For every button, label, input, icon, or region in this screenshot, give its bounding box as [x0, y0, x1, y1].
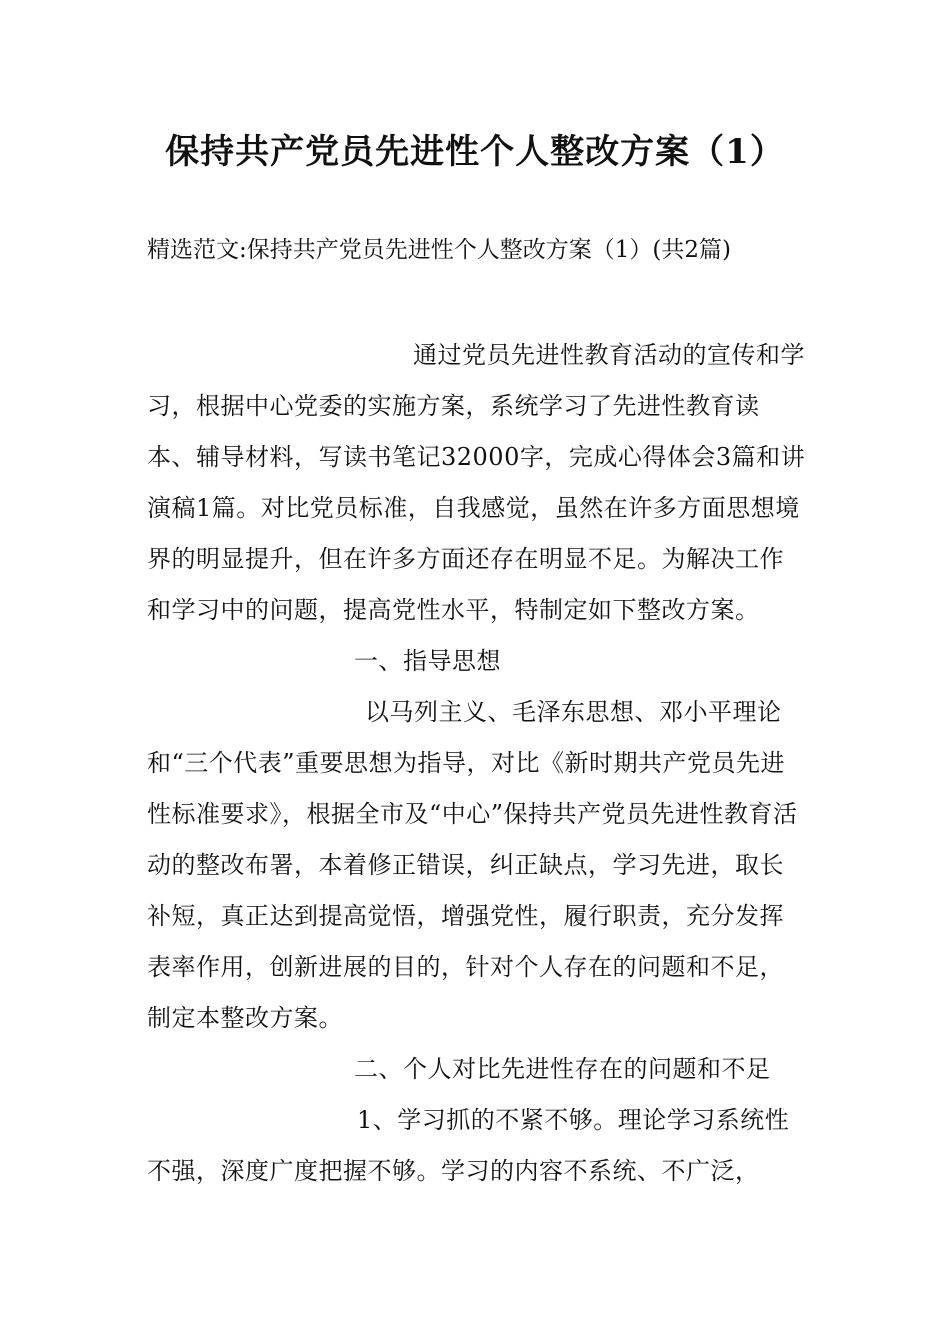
- guiding-thought-paragraph: 以马列主义、毛泽东思想、邓小平理论和“三个代表”重要思想为指导，对比《新时期共产党员先进性标准要求》，根据全市及“中心”保持共产党员先进性教育活动的整改布署，本着修正错误，纠正缺点，学习先进，取长补短，真正达到提高觉悟，增强党性，履行职责，充分发挥表率作用，创新进展的目的，针对个人存在的问题和不足，制定本整改方案。: [147, 698, 798, 1032]
- section-heading-problems: 二、个人对比先进性存在的问题和不足: [354, 1055, 771, 1083]
- document-title: 保持共产党员先进性个人整改方案（1）: [165, 132, 785, 172]
- document-subtitle: 精选范文:保持共产党员先进性个人整改方案（1）(共2篇): [147, 237, 731, 263]
- section-heading-guiding-thought: 一、指导思想: [354, 647, 501, 675]
- problem-item-1: 1、学习抓的不紧不够。理论学习系统性不强，深度广度把握不够。学习的内容不系统、不广泛，: [147, 1106, 790, 1185]
- document-body: [147, 330, 807, 1197]
- intro-paragraph: 通过党员先进性教育活动的宣传和学习，根据中心党委的实施方案，系统学习了先进性教育读本、辅导材料，写读书笔记32000字，完成心得体会3篇和讲演稿1篇。对比党员标准，自我感觉，虽然在许多方面思想境界的明显提升，但在许多方面还存在明显不足。为解决工作和学习中的问题，提高党性水平，特制定如下整改方案。: [147, 341, 806, 624]
